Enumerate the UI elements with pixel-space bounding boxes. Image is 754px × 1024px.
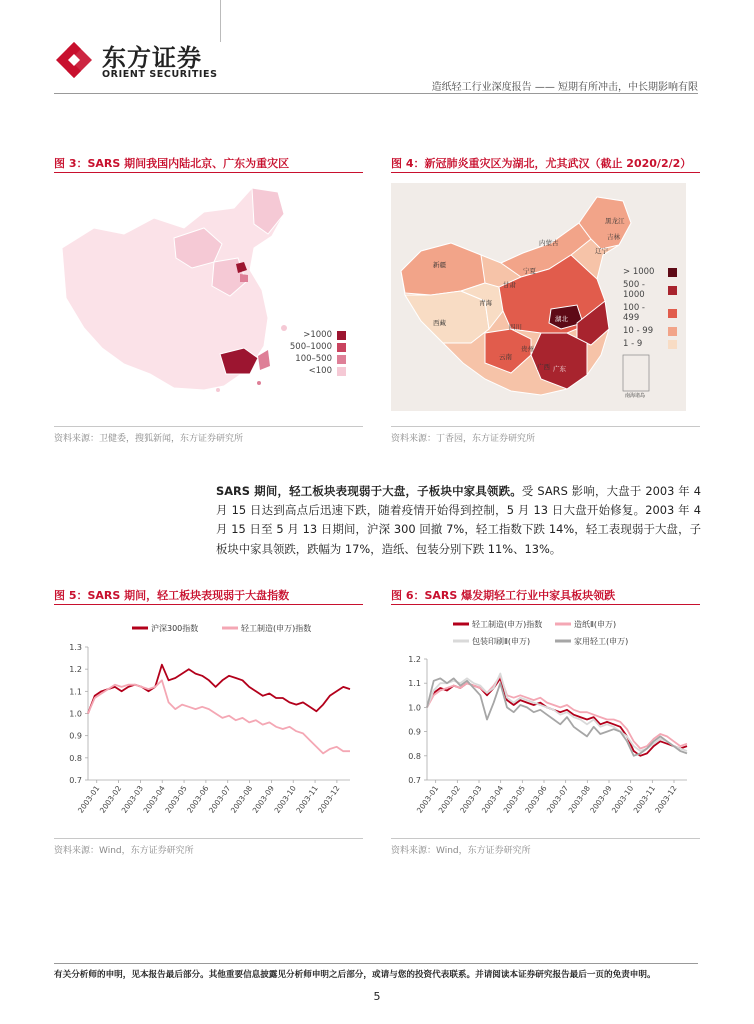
fig3-legend-swatch <box>337 367 346 376</box>
fig3-legend-item: 500–1000 <box>282 342 346 352</box>
x-tick-label: 2003-04 <box>141 783 167 815</box>
y-tick-label: 1.0 <box>69 709 82 719</box>
fig5-title-rule <box>54 604 363 605</box>
fig6-source: 资料来源：Wind，东方证券研究所 <box>391 846 531 856</box>
x-tick-label: 2003-05 <box>501 783 527 815</box>
fig5-line-chart <box>54 610 363 835</box>
china-sars-map <box>54 178 363 418</box>
legend-label: 沪深300指数 <box>151 624 199 633</box>
fig4-legend-swatch <box>668 327 677 336</box>
province-label: 甘肃 <box>503 281 516 289</box>
province-label: 辽宁 <box>595 247 608 255</box>
y-tick-label: 1.0 <box>408 703 421 713</box>
fig3-legend <box>282 330 346 376</box>
x-tick-label: 2003-06 <box>523 783 549 815</box>
fig4-legend-swatch <box>668 268 677 277</box>
fig3-legend-item: >1000 <box>282 330 346 340</box>
y-tick-label: 0.8 <box>69 753 82 763</box>
province-label: 宁夏 <box>523 267 536 275</box>
fig4-title: 图 4：新冠肺炎重灾区为湖北，尤其武汉（截止 2020/2/2） <box>391 157 692 170</box>
legend-label: 家用轻工(申万) <box>574 637 629 646</box>
fig4-legend-swatch <box>668 340 677 349</box>
y-tick-label: 1.2 <box>69 665 82 675</box>
x-tick-label: 2003-03 <box>458 783 484 815</box>
series-line <box>88 680 350 753</box>
fig6-source-rule <box>391 838 700 839</box>
company-logo <box>54 38 224 88</box>
x-tick-label: 2003-11 <box>631 783 657 815</box>
province-label: 内蒙古 <box>539 239 559 247</box>
report-title: 造纸轻工行业深度报告 —— 短期有所冲击，中长期影响有限 <box>431 82 698 93</box>
x-tick-label: 2003-08 <box>566 783 592 815</box>
fig3-legend-item: <100 <box>282 366 346 376</box>
province-label: 湖北 <box>555 315 568 323</box>
y-tick-label: 1.3 <box>69 643 82 652</box>
x-tick-label: 2003-10 <box>609 783 636 815</box>
fig4-legend-item: > 1000 <box>623 267 677 277</box>
series-line <box>88 665 350 714</box>
page-number: 5 <box>373 990 381 1003</box>
footer-disclaimer: 有关分析师的申明，见本报告最后部分。其他重要信息披露见分析师申明之后部分，或请与您的投资代表联系。并请阅读本证券研究报告最后一页的免责申明。 <box>54 970 656 980</box>
fig5-title: 图 5：SARS 期间，轻工板块表现弱于大盘指数 <box>54 589 290 602</box>
south-sea-inset <box>623 355 649 391</box>
x-tick-label: 2003-01 <box>76 783 102 815</box>
fig4-legend-item: 1 - 9 <box>623 339 677 349</box>
company-name-cn: 东方证券 <box>102 44 202 72</box>
province-label: 广东 <box>553 365 566 373</box>
fig4-legend <box>623 267 677 349</box>
x-tick-label: 2003-07 <box>544 783 571 815</box>
x-tick-label: 2003-05 <box>163 783 189 815</box>
header-divider <box>220 0 221 42</box>
fig4-map <box>391 183 686 411</box>
fig3-source: 资料来源：卫健委，搜狐新闻，东方证券研究所 <box>54 434 244 444</box>
x-tick-label: 2003-02 <box>436 783 462 815</box>
fig4-legend-item: 100 - 499 <box>623 303 677 323</box>
fig6-title-rule <box>391 604 700 605</box>
province-label: 广西 <box>537 363 550 371</box>
province-label: 云南 <box>499 353 512 361</box>
x-tick-label: 2003-06 <box>185 783 211 815</box>
y-tick-label: 0.7 <box>69 776 82 785</box>
fig4-title-rule <box>391 172 700 173</box>
company-name-en: ORIENT SECURITIES <box>102 69 218 80</box>
y-tick-label: 0.8 <box>408 751 421 761</box>
body-text: 受 SARS 影响，大盘于 2003 年 4 月 15 日达到高点后迅速下跌，随着疫情开始得到控制，5 月 13 日大盘开始修复。2003 年 4 月 15 日至 5 月 13 日期间，沪深 300 回撤 7%，轻工指数下跌 14%，轻工表现弱于大盘，子板块中家具领跌，跌幅为 17%，造纸、包装分别下跌 11%、13%。 <box>216 484 701 556</box>
fig3-title-rule <box>54 172 363 173</box>
legend-label: 造纸Ⅱ(申万) <box>574 620 617 629</box>
x-tick-label: 2003-12 <box>316 783 342 815</box>
x-tick-label: 2003-07 <box>207 783 233 815</box>
x-tick-label: 2003-08 <box>228 783 255 815</box>
y-tick-label: 1.1 <box>69 687 82 697</box>
legend-label: 轻工制造(申万)指数 <box>241 624 312 633</box>
province-label: 四川 <box>509 323 522 331</box>
body-lead: SARS 期间，轻工板块表现弱于大盘，子板块中家具领跌。 <box>216 484 522 498</box>
footer-rule <box>54 963 698 964</box>
x-tick-label: 2003-10 <box>272 783 298 815</box>
x-tick-label: 2003-09 <box>588 783 614 815</box>
fig4-source: 资料来源：丁香园，东方证券研究所 <box>391 434 536 444</box>
province-label: 新疆 <box>433 261 446 269</box>
fig4-legend-item: 500 - 1000 <box>623 280 677 300</box>
fig3-legend-swatch <box>337 343 346 352</box>
fig5-source-rule <box>54 838 363 839</box>
y-tick-label: 0.9 <box>69 731 82 741</box>
province-label: 青海 <box>479 299 492 307</box>
x-tick-label: 2003-11 <box>294 783 320 815</box>
legend-label: 包装印刷Ⅱ(申万) <box>472 637 531 646</box>
fig4-legend-swatch <box>668 286 677 295</box>
fig3-map <box>54 178 363 418</box>
x-tick-label: 2003-01 <box>414 783 441 815</box>
x-tick-label: 2003-12 <box>653 783 679 815</box>
fig3-legend-item: 100–500 <box>282 354 346 364</box>
fig6-title: 图 6：SARS 爆发期轻工行业中家具板块领跌 <box>391 589 616 602</box>
y-tick-label: 0.7 <box>408 776 421 785</box>
fig5-source: 资料来源：Wind，东方证券研究所 <box>54 846 194 856</box>
province-label: 南海诸岛 <box>625 393 646 399</box>
fig4-source-rule <box>391 426 700 427</box>
fig6-line-chart <box>391 610 700 835</box>
y-tick-label: 1.2 <box>408 655 421 664</box>
x-tick-label: 2003-09 <box>250 783 277 815</box>
province-label: 黑龙江 <box>605 217 625 225</box>
province-label: 吉林 <box>607 233 620 241</box>
province-label: 贵州 <box>521 345 534 353</box>
x-tick-label: 2003-04 <box>479 783 506 815</box>
fig3-source-rule <box>54 426 363 427</box>
legend-label: 轻工制造(申万)指数 <box>472 620 543 629</box>
y-tick-label: 1.1 <box>408 679 421 689</box>
body-paragraph <box>216 482 701 559</box>
fig3-legend-swatch <box>337 331 346 340</box>
province-label: 西藏 <box>433 319 446 327</box>
fig3-title: 图 3：SARS 期间我国内陆北京、广东为重灾区 <box>54 157 290 170</box>
x-tick-label: 2003-02 <box>97 783 124 815</box>
fig4-legend-swatch <box>668 309 677 318</box>
orient-logo-icon <box>54 40 94 80</box>
y-tick-label: 0.9 <box>408 727 421 737</box>
fig4-legend-item: 10 - 99 <box>623 326 677 336</box>
series-line <box>427 674 687 752</box>
x-tick-label: 2003-03 <box>119 783 146 815</box>
header-rule <box>54 93 698 94</box>
fig3-legend-swatch <box>337 355 346 364</box>
